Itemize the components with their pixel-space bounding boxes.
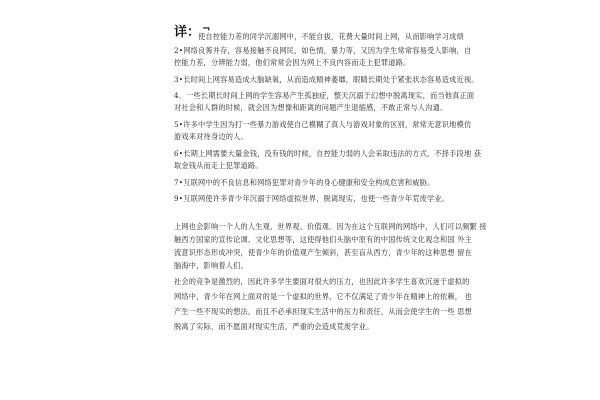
correction-mark: ¬: [202, 24, 211, 35]
text-line: 产生一些不现实的想法，而且不必承担现实生活中的压力和责任，从而会使学生的一些 思想: [174, 307, 472, 316]
text-line: 控能力差，分辨能力弱，他们常常会因为网上不良内容而走上犯罪道路。: [174, 58, 411, 67]
text-line: 上网也会影响一个人的人生观、世界观、价值观。因为在这个互联网的网络中，人们可以频繁 接: [174, 222, 487, 231]
text-line: 5•许多中学生因为打一些暴力游戏使自己模糊了真人与游戏对象的区别，常常无意识地模仿: [174, 120, 472, 129]
text-line: 9•互联网使许多青少年沉溺于网络虚拟世界，脱离现实，也使一些青少年荒废学业。: [174, 194, 450, 203]
text-line: 使自控能力差的同学沉溺网中，不能自拔，花费大量时间上网，从而影响学习成绩: [198, 32, 464, 41]
text-line: 7•互联网中的不良信息和网络犯罪对青少年的身心健康和安全构成危害和威胁。: [174, 178, 435, 187]
text-line: 社会的竞争是激烈的，因此许多学生要面对很大的压力，也因此许多学生喜欢沉迷于虚拟的: [174, 277, 470, 286]
text-line: 触西方国家的宣传论调、文化思想等，这使得他们头脑中原有的中国传统文化观念和国 外主: [174, 235, 472, 244]
text-line: 6•长期上网需要大量金钱，没有钱的时候，自控能力弱的人会采取违法的方式，不择手段地 获: [174, 149, 482, 158]
text-line: 取金钱从而走上犯罪道路。: [174, 161, 263, 170]
text-line: 网络中，青少年在网上面对的是一个虚拟的世界，它不仅满足了青少年在精神上的依赖， 也: [174, 292, 472, 301]
text-line: 2•网络良莠并存，容易接触不良网民，如色情，暴力等，又因为学生常常容易受人影响，自: [174, 46, 472, 55]
text-line: 对社会和人群的时候，就会因为想像和距离的问题产生退缩感，不敢正常与人沟通。: [174, 103, 448, 112]
text-line: 4、一些长期长时间上网的学生容易产生孤独症，整天沉溺于幻想中脱离现实，而当他真正面: [174, 91, 475, 100]
text-line: 游戏来对待身边的人。: [174, 132, 248, 141]
text-line: 脱离了实际，而不愿面对现实生活，严重的会造成荒废学业。: [174, 322, 374, 331]
text-line: 脑海中，影响着人们。: [174, 261, 248, 270]
text-line: 流意识形态形成冲突，使青少年的价值观产生倾斜，甚至盲从西方，青少年的这种思想 留在: [174, 248, 472, 257]
text-line: 3•长时间上网容易造成大脑缺氧，从而造成精神萎靡，眼睛长期处于紧张状态容易造成近视。: [174, 75, 479, 84]
heading-label: 详：: [174, 25, 201, 40]
